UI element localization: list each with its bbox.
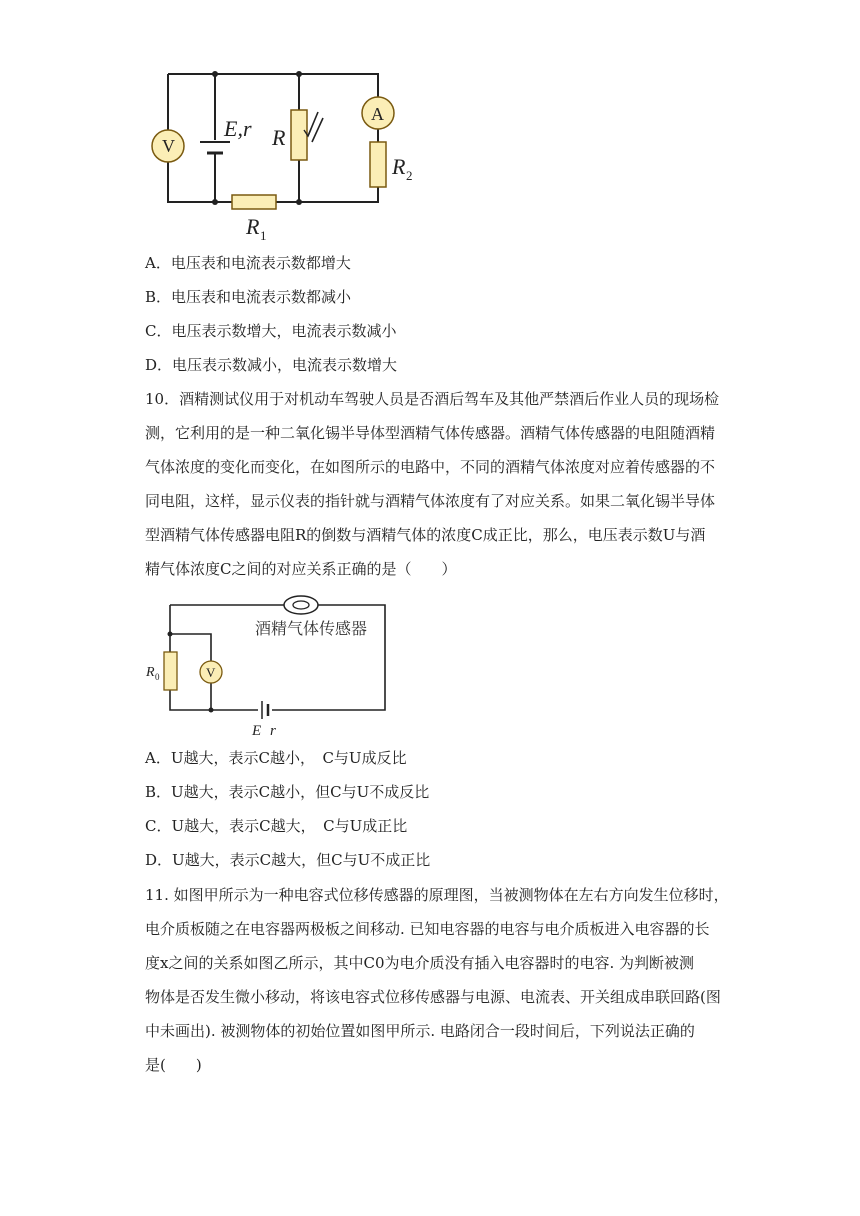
q10-line-2: 测，它利用的是一种二氧化锡半导体型酒精气体传感器。酒精气体传感器的电阻随酒精 (145, 424, 716, 442)
voltmeter-2-label: V (206, 665, 216, 680)
ammeter-label: A (371, 104, 384, 124)
q11-line-3: 度x之间的关系如图乙所示，其中C0为电介质没有插入电容器时的电容. 为判断被测 (145, 954, 695, 972)
q9-option-a: A．电压表和电流表示数都增大 (145, 254, 351, 272)
r2-subscript: 2 (406, 168, 413, 183)
resistor-r2 (370, 142, 386, 187)
q10-option-b: B．U越大，表示C越小，但C与U不成反比 (145, 783, 430, 801)
q10-line-5: 型酒精气体传感器电阻R的倒数与酒精气体的浓度C成正比，那么，电压表示数U与酒 (145, 526, 706, 544)
emf-2-label: E (252, 723, 262, 739)
r1-subscript: 1 (260, 228, 267, 243)
alcohol-sensor (284, 596, 318, 614)
q10-option-a: A．U越大，表示C越小， C与U成反比 (145, 749, 407, 767)
voltmeter-label: V (162, 136, 175, 156)
r-label: R (272, 125, 286, 150)
q10-option-c: C．U越大，表示C越大， C与U成正比 (145, 817, 408, 835)
resistor-r1 (232, 195, 276, 209)
emf-label: E,r (224, 116, 252, 141)
q10-line-6: 精气体浓度C之间的对应关系正确的是（ ） (145, 560, 457, 578)
circuit-diagram-2 (140, 590, 400, 740)
q11-line-2: 电介质板随之在电容器两极板之间移动. 已知电容器的电容与电介质板进入电容器的长 (145, 920, 710, 938)
q9-option-b: B．电压表和电流表示数都减小 (145, 288, 352, 306)
q11-line-5: 中未画出). 被测物体的初始位置如图甲所示. 电路闭合一段时间后，下列说法正确的 (145, 1022, 695, 1040)
q11-line-4: 物体是否发生微小移动，将该电容式位移传感器与电源、电流表、开关组成串联回路(图 (145, 988, 721, 1006)
q9-option-c: C．电压表示数增大，电流表示数减小 (145, 322, 397, 340)
sensor-label: 酒精气体传感器 (255, 619, 368, 638)
q11-line-6: 是( ) (145, 1056, 202, 1074)
resistor-r0 (164, 652, 177, 690)
q10-line-3: 气体浓度的变化而变化，在如图所示的电路中，不同的酒精气体浓度对应着传感器的不 (145, 458, 716, 476)
circuit-diagram-1 (140, 62, 440, 247)
q10-line-1: 10．酒精测试仪用于对机动车驾驶人员是否酒后驾车及其他严禁酒后作业人员的现场检 (145, 390, 720, 408)
r0-label: R (146, 665, 155, 680)
r2-label: R (392, 154, 406, 179)
q11-line-1: 11. 如图甲所示为一种电容式位移传感器的原理图，当被测物体在左右方向发生位移时， (145, 886, 729, 904)
q9-option-d: D．电压表示数减小，电流表示数增大 (145, 356, 398, 374)
resistor-r (291, 110, 323, 160)
battery-symbol (200, 140, 230, 154)
internal-r-label: r (270, 723, 276, 739)
q10-option-d: D．U越大，表示C越大，但C与U不成正比 (145, 851, 431, 869)
battery-symbol-2 (258, 700, 272, 720)
r0-subscript: 0 (155, 672, 160, 682)
r1-label: R (246, 214, 260, 239)
q10-line-4: 同电阻，这样，显示仪表的指针就与酒精气体浓度有了对应关系。如果二氧化锡半导体 (145, 492, 716, 510)
